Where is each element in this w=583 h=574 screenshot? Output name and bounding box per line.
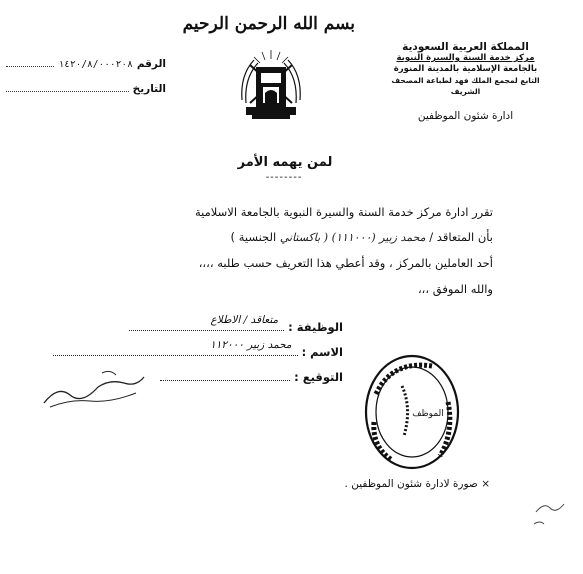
page-title: لمن يهمه الأمر [237, 155, 333, 170]
field-position-row [129, 314, 343, 334]
reference-date-dots [6, 83, 129, 92]
copy-note [345, 478, 490, 490]
contractor-name: محمد زبير (١١١٠٠٠) [331, 231, 426, 244]
contractor-nationality-value: ( باكستاني [279, 231, 328, 244]
corner-handwritten-mark [530, 490, 570, 530]
field-name-label: الاسم : [301, 345, 343, 359]
field-position-dots [129, 314, 284, 331]
copy-bullet: × [481, 478, 490, 490]
field-name-value: محمد زبير ١١٢٠٠٠ [210, 339, 292, 351]
organization-header [378, 42, 553, 122]
field-name-row [53, 339, 343, 359]
reference-date-row [6, 77, 166, 101]
org-line-2: مركز خدمة السنة والسيرة النبوية [396, 53, 535, 63]
org-line-3: بالجامعة الإسلامية بالمدينة المنورة [393, 64, 538, 74]
org-line-1: المملكة العربية السعودية [402, 41, 529, 53]
reference-number-label: الرقم [136, 58, 166, 70]
field-signature-dots [160, 370, 290, 381]
org-line-4: التابع لمجمع الملك فهد لطباعة المصحف الشريف [391, 76, 540, 96]
field-signature-label: التوقيع : [294, 370, 343, 384]
field-name-dots [53, 339, 298, 356]
stamp-center-text: الموظف [412, 409, 444, 419]
saudi-emblem [232, 45, 310, 125]
reference-number-value: ١٤٢٠/٨/٠٠٠٢٠٨ [58, 59, 133, 70]
body-line-2 [231, 230, 493, 244]
body-line-4: والله الموفق ،،، [417, 282, 493, 296]
reference-date-label: التاريخ [132, 83, 166, 95]
contractor-nationality-label: الجنسية ) [230, 230, 277, 244]
field-signature-row [160, 370, 343, 384]
reference-number-row [6, 52, 166, 77]
official-stamp [362, 352, 462, 472]
field-position-label: الوظيفة : [288, 320, 343, 334]
department-name: ادارة شئون الموظفين [417, 110, 514, 122]
field-position-value: متعاقد / الاطلاع [210, 314, 279, 326]
body-line-1: تقرر ادارة مركز خدمة السنة والسيرة النبوية بالجامعة الاسلامية [195, 205, 493, 219]
body-line-3: أحد العاملين بالمركز ، وقد أعطي هذا التعريف حسب طلبه ،،،، [198, 256, 493, 270]
copy-note-text: صورة لادارة شئون الموظفين . [344, 478, 478, 490]
reference-block [6, 52, 166, 101]
handwritten-signature [40, 365, 150, 410]
reference-number-dots [6, 58, 54, 67]
basmala: بسم الله الرحمن الرحيم [182, 14, 355, 34]
title-underline: -------- [265, 172, 303, 183]
contractor-prefix: بأن المتعاقد / [429, 230, 493, 244]
